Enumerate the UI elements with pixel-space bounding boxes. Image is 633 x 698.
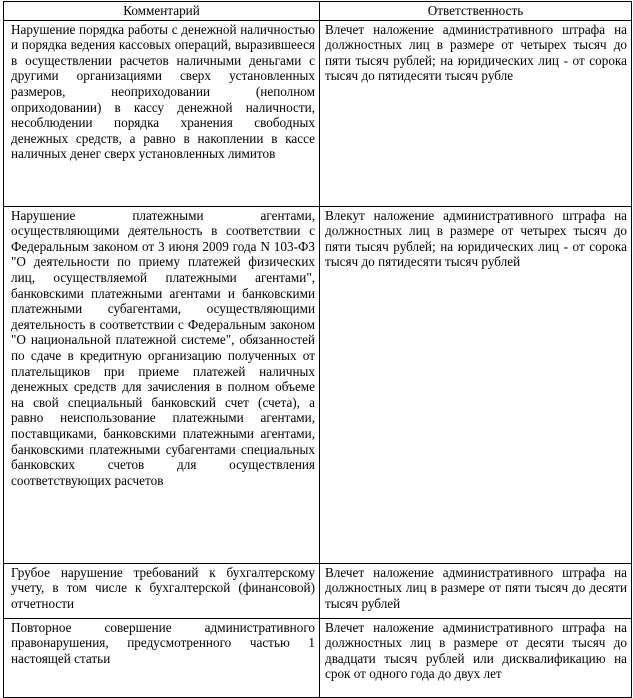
comment-cell: Повторное совершение административного правонарушения, предусмотренного частью 1 настоящей статьи [4, 618, 320, 697]
table-row [4, 618, 632, 697]
responsibility-cell: Влекут наложение административного штрафа на должностных лиц в размере от четырех тысяч до пяти тысяч рублей; на юридических лиц - от сорока тысяч до пятидесяти тысяч рублей [320, 206, 632, 563]
comment-cell: Грубое нарушение требований к бухгалтерскому учету, в том числе к бухгалтерской (финансовой) отчетности [4, 563, 320, 618]
liability-table [3, 1, 632, 698]
column-header-comment: Комментарий [4, 2, 320, 21]
table-row [4, 20, 632, 206]
table-row [4, 563, 632, 618]
responsibility-cell: Влечет наложение административного штрафа на должностных лиц в размере от четырех тысяч до пяти тысяч рублей; на юридических лиц - от сорока тысяч до пятидесяти тысяч рубле [320, 20, 632, 206]
responsibility-cell: Влечет наложение административного штрафа на должностных лиц в размере от пяти тысяч до десяти тысяч рублей [320, 563, 632, 618]
comment-cell: Нарушение платежными агентами, осуществляющими деятельность в соответствии с Федеральным законом от 3 июня 2009 года N 103-ФЗ "О деятельности по приему платежей физических лиц, осуществляемой платежными агентами", банковскими платежными агентами и банковскими платежными субагентами, осуществляющими деятельность в соответствии с Федеральным законом "О национальной платежной системе", обязанностей по сдаче в кредитную организацию полученных от плательщиков при приеме платежей наличных денежных средств для зачисления в полном объеме на свой специальный банковский счет (счета), а равно неиспользование платежными агентами, поставщиками, банковскими платежными агентами, банковскими платежными субагентами специальных банковских счетов для осуществления соответствующих расчетов [4, 206, 320, 563]
comment-cell: Нарушение порядка работы с денежной наличностью и порядка ведения кассовых операций, выразившееся в осуществлении расчетов наличными деньгами с другими организациями сверх установленных размеров, неоприходовании (неполном оприходовании) в кассу денежной наличности, несоблюдении порядка хранения свободных денежных средств, а равно в накоплении в кассе наличных денег сверх установленных лимитов [4, 20, 320, 206]
header-row [4, 2, 632, 21]
responsibility-cell: Влечет наложение административного штрафа на должностных лиц в размере от десяти тысяч до двадцати тысяч рублей или дисквалификацию на срок от одного года до двух лет [320, 618, 632, 697]
column-header-responsibility: Ответственность [320, 2, 632, 21]
table-row [4, 206, 632, 563]
